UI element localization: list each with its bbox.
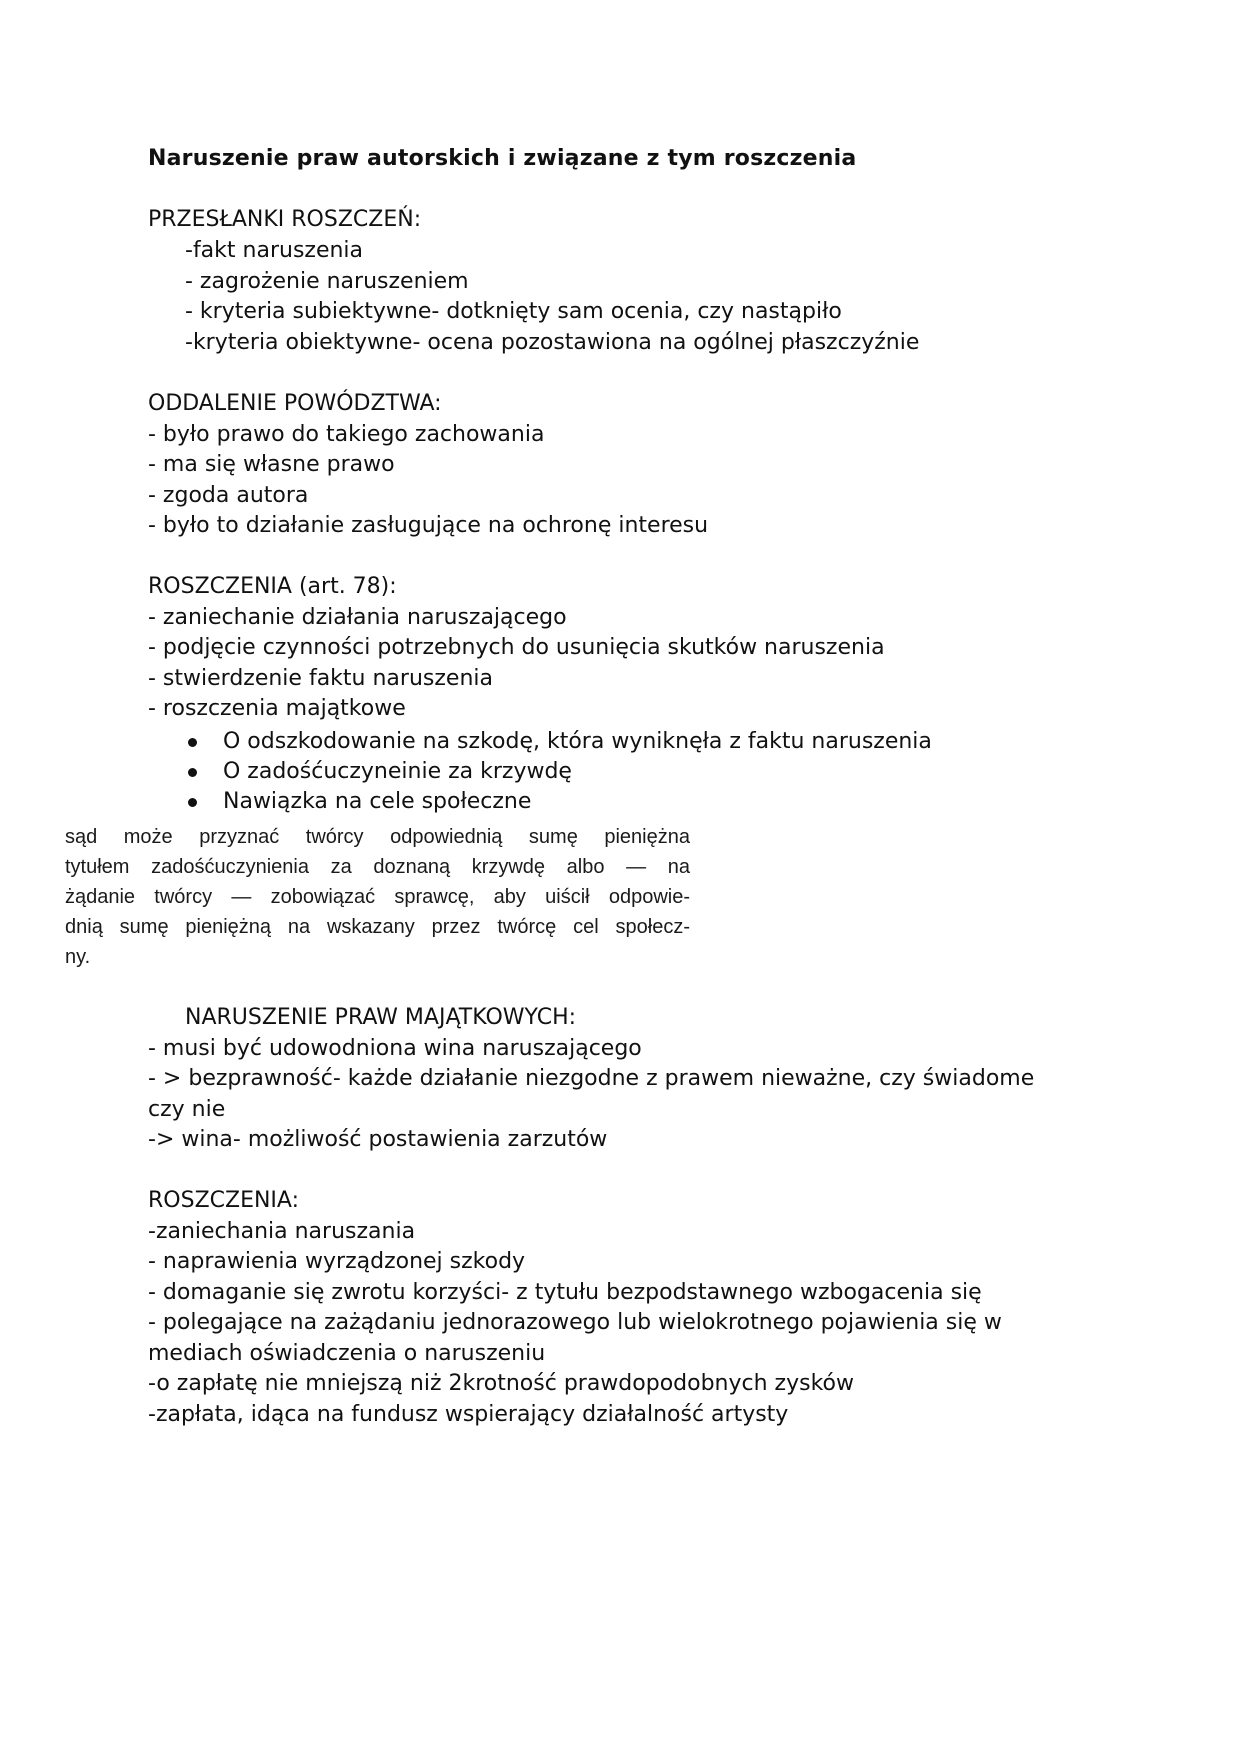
section-heading-roszczenia: ROSZCZENIA: [148,1188,299,1213]
list-item: -kryteria obiektywne- ocena pozostawiona na ogólnej płaszczyźnie [185,330,920,355]
list-item: - zgoda autora [148,483,309,508]
list-item: - roszczenia majątkowe [148,696,406,721]
bullet-text: Nawiązka na cele społeczne [223,789,532,814]
section-heading-roszczenia-art78: ROSZCZENIA (art. 78): [148,574,397,599]
excerpt-line: ny. [65,946,91,968]
excerpt-line: żądanie twórcy — zobowiązać sprawcę, aby uiścił odpowie- [65,886,690,908]
list-item: mediach oświadczenia o naruszeniu [148,1341,546,1366]
bullet-dot-icon [188,798,197,807]
excerpt-line: sąd może przyznać twórcy odpowiednią sumę pieniężna [65,826,690,848]
section-heading-oddalenie: ODDALENIE POWÓDZTWA: [148,391,442,416]
bullet-dot-icon [188,768,197,777]
list-item: - > bezprawność- każde działanie niezgodne z prawem nieważne, czy świadome [148,1066,1035,1091]
list-item: czy nie [148,1097,226,1122]
list-item: - kryteria subiektywne- dotknięty sam ocenia, czy nastąpiło [185,299,842,324]
list-item: - było prawo do takiego zachowania [148,422,545,447]
list-item: -o zapłatę nie mniejszą niż 2krotność prawdopodobnych zysków [148,1371,854,1396]
list-item: - stwierdzenie faktu naruszenia [148,666,493,691]
document-title: Naruszenie praw autorskich i związane z tym roszczenia [148,146,857,171]
excerpt-line: dnią sumę pieniężną na wskazany przez twórcę cel społecz- [65,916,690,938]
list-item: - podjęcie czynności potrzebnych do usunięcia skutków naruszenia [148,635,885,660]
list-item: -> wina- możliwość postawienia zarzutów [148,1127,608,1152]
list-item: -fakt naruszenia [185,238,364,263]
bullet-text: O odszkodowanie na szkodę, która wyniknęła z faktu naruszenia [223,729,932,754]
list-item: -zapłata, idąca na fundusz wspierający działalność artysty [148,1402,789,1427]
bullet-dot-icon [188,738,197,747]
section-heading-przeslanki: PRZESŁANKI ROSZCZEŃ: [148,207,422,232]
list-item: - zaniechanie działania naruszającego [148,605,567,630]
list-item: - domaganie się zwrotu korzyści- z tytułu bezpodstawnego wzbogacenia się [148,1280,982,1305]
list-item: -zaniechania naruszania [148,1219,416,1244]
list-item: - naprawienia wyrządzonej szkody [148,1249,526,1274]
list-item: - ma się własne prawo [148,452,395,477]
bullet-text: O zadośćuczyneinie za krzywdę [223,759,572,784]
scanned-excerpt [65,822,690,972]
list-item: - polegające na zażądaniu jednorazowego lub wielokrotnego pojawienia się w [148,1310,1002,1335]
section-heading-naruszenie-majatkowych: NARUSZENIE PRAW MAJĄTKOWYCH: [185,1005,577,1030]
excerpt-line: tytułem zadośćuczynienia za doznaną krzywdę albo — na [65,856,690,878]
list-item: - zagrożenie naruszeniem [185,269,469,294]
list-item: - było to działanie zasługujące na ochronę interesu [148,513,709,538]
list-item: - musi być udowodniona wina naruszającego [148,1036,642,1061]
